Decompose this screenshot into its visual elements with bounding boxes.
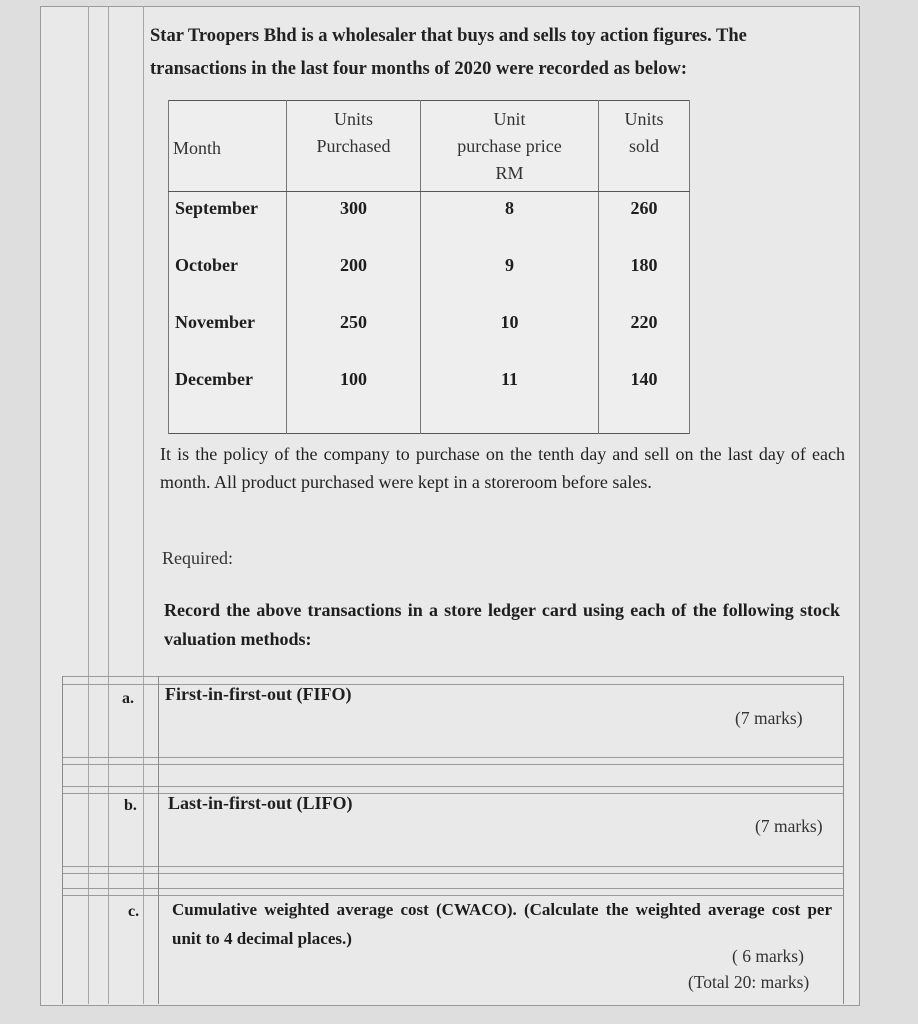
cell-month: September [169,192,287,250]
cell-purchased: 300 [287,192,421,250]
section-rule [62,764,844,765]
cell-price: 9 [421,249,599,306]
intro-line: Star Troopers Bhd is a wholesaler that buys and sells toy action figures. The [150,26,747,46]
section-a-title: First-in-first-out (FIFO) [165,684,352,704]
section-c-letter: c. [128,903,140,920]
question-intro [150,20,850,86]
table-row [169,249,690,306]
section-border [62,676,63,1004]
cell-sold: 220 [599,306,690,363]
table-header-row [169,101,690,192]
header-unit-price [421,101,599,192]
section-a-letter: a. [122,690,134,707]
cell-purchased: 100 [287,363,421,434]
header-month: Month [169,101,287,192]
header-text: Purchased [316,135,391,156]
cell-purchased: 250 [287,306,421,363]
header-text: Units [333,108,373,129]
section-b-letter: b. [124,797,137,814]
header-text: Unit [493,108,526,129]
section-c-title: Cumulative weighted average cost (CWACO). (Calculate the weighted average cost per unit to 4 decimal places.) [172,900,832,948]
table-row [169,306,690,363]
header-units-sold [599,101,690,192]
cell-price: 8 [421,192,599,250]
cell-sold: 260 [599,192,690,250]
cell-sold: 140 [599,363,690,434]
table-row [169,192,690,250]
section-rule [62,888,844,889]
cell-price: 10 [421,306,599,363]
section-b-marks: (7 marks) [755,816,823,836]
margin-line [143,6,144,1004]
header-units-purchased [287,101,421,192]
section-c-marks: ( 6 marks) [732,946,804,966]
margin-line [108,6,109,1004]
cell-purchased: 200 [287,249,421,306]
section-a-marks: (7 marks) [735,708,803,728]
section-rule [62,757,844,758]
cell-month: November [169,306,287,363]
header-text: sold [628,135,659,156]
instruction-text: Record the above transactions in a store ledger card using each of the following stock valuation methods: [164,600,840,649]
section-border [843,676,844,1004]
section-rule [62,676,844,677]
section-rule [62,786,844,787]
policy-paragraph: It is the policy of the company to purchase on the tenth day and sell on the last day of each month. All product purchased were kept in a storeroom before sales. [160,444,845,492]
header-text: RM [495,162,524,183]
section-b-title: Last-in-first-out (LIFO) [168,793,353,813]
total-marks: (Total 20: marks) [688,972,810,992]
intro-line: transactions in the last four months of 2020 were recorded as below: [150,59,687,79]
cell-sold: 180 [599,249,690,306]
cell-price: 11 [421,363,599,434]
header-text: purchase price [457,135,562,156]
margin-line [88,6,89,1004]
cell-month: December [169,363,287,434]
section-rule [62,873,844,874]
transactions-table [168,100,690,434]
required-label: Required: [162,548,233,568]
table-row [169,363,690,434]
section-border [158,676,159,1004]
cell-month: October [169,249,287,306]
section-rule [62,866,844,867]
header-text: Units [624,108,664,129]
